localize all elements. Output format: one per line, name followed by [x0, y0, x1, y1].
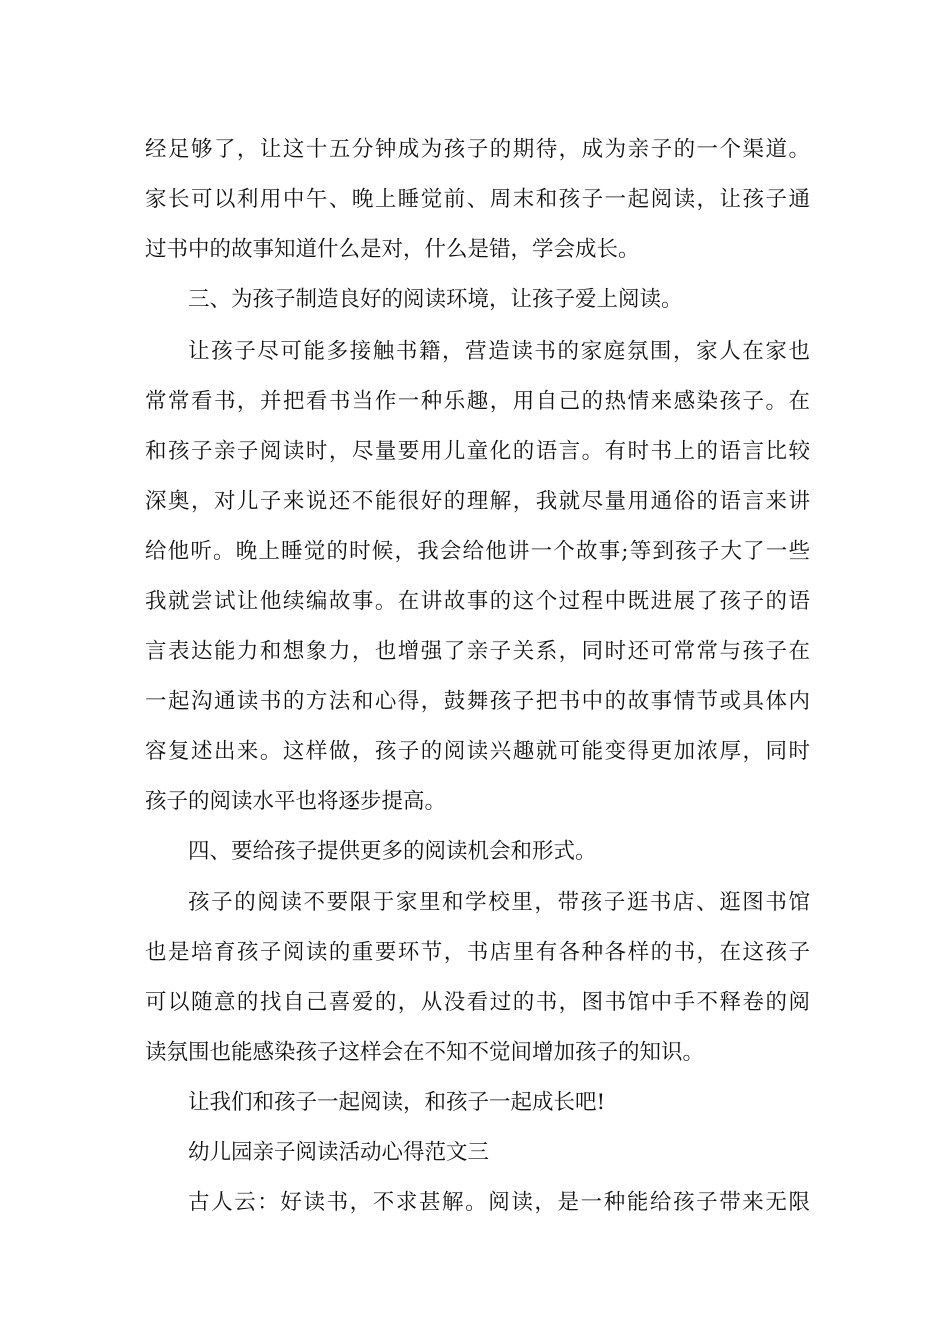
body-text-line: 读氛围也能感染孩子这样会在不知不觉间增加孩子的知识。	[145, 1040, 705, 1065]
body-text-line: 我就尝试让他续编故事。在讲故事的这个过程中既进展了孩子的语	[145, 589, 810, 614]
body-text-line: 常常看书，并把看书当作一种乐趣，用自己的热情来感染孩子。在	[145, 389, 810, 414]
body-text-line: 孩子的阅读水平也将逐步提高。	[145, 789, 447, 814]
body-text-line: 过书中的故事知道什么是对，什么是错，学会成长。	[145, 237, 640, 262]
body-text-line: 让孩子尽可能多接触书籍，营造读书的家庭氛围，家人在家也	[188, 339, 810, 364]
body-text-line: 可以随意的找自己喜爱的，从没看过的书，图书馆中手不释卷的阅	[145, 990, 810, 1015]
body-text-line: 容复述出来。这样做，孩子的阅读兴趣就可能变得更加浓厚，同时	[145, 739, 810, 764]
body-text-line: 深奥，对儿子来说还不能很好的理解，我就尽量用通俗的语言来讲	[145, 489, 810, 514]
body-text-line: 和孩子亲子阅读时，尽量要用儿童化的语言。有时书上的语言比较	[145, 439, 810, 464]
body-text-line: 言表达能力和想象力，也增强了亲子关系，同时还可常常与孩子在	[145, 639, 810, 664]
body-text-line: 孩子的阅读不要限于家里和学校里，带孩子逛书店、逛图书馆	[188, 890, 810, 915]
body-text-line: 经足够了，让这十五分钟成为孩子的期待，成为亲子的一个渠道。	[145, 137, 810, 162]
body-text-line: 一起沟通读书的方法和心得，鼓舞孩子把书中的故事情节或具体内	[145, 689, 810, 714]
article-title: 幼儿园亲子阅读活动心得范文三	[188, 1140, 490, 1165]
section-heading: 四、要给孩子提供更多的阅读机会和形式。	[188, 839, 597, 864]
section-heading: 三、为孩子制造良好的阅读环境，让孩子爱上阅读。	[188, 287, 683, 312]
body-text-line: 家长可以利用中午、晚上睡觉前、周末和孩子一起阅读，让孩子通	[145, 187, 810, 212]
body-text-line: 也是培育孩子阅读的重要环节，书店里有各种各样的书，在这孩子	[145, 940, 810, 965]
body-text-line: 给他听。晚上睡觉的时候，我会给他讲一个故事;等到孩子大了一些	[145, 539, 810, 564]
closing-line: 让我们和孩子一起阅读，和孩子一起成长吧!	[188, 1090, 606, 1115]
body-text-line: 古人云：好读书，不求甚解。阅读，是一种能给孩子带来无限	[188, 1190, 810, 1215]
